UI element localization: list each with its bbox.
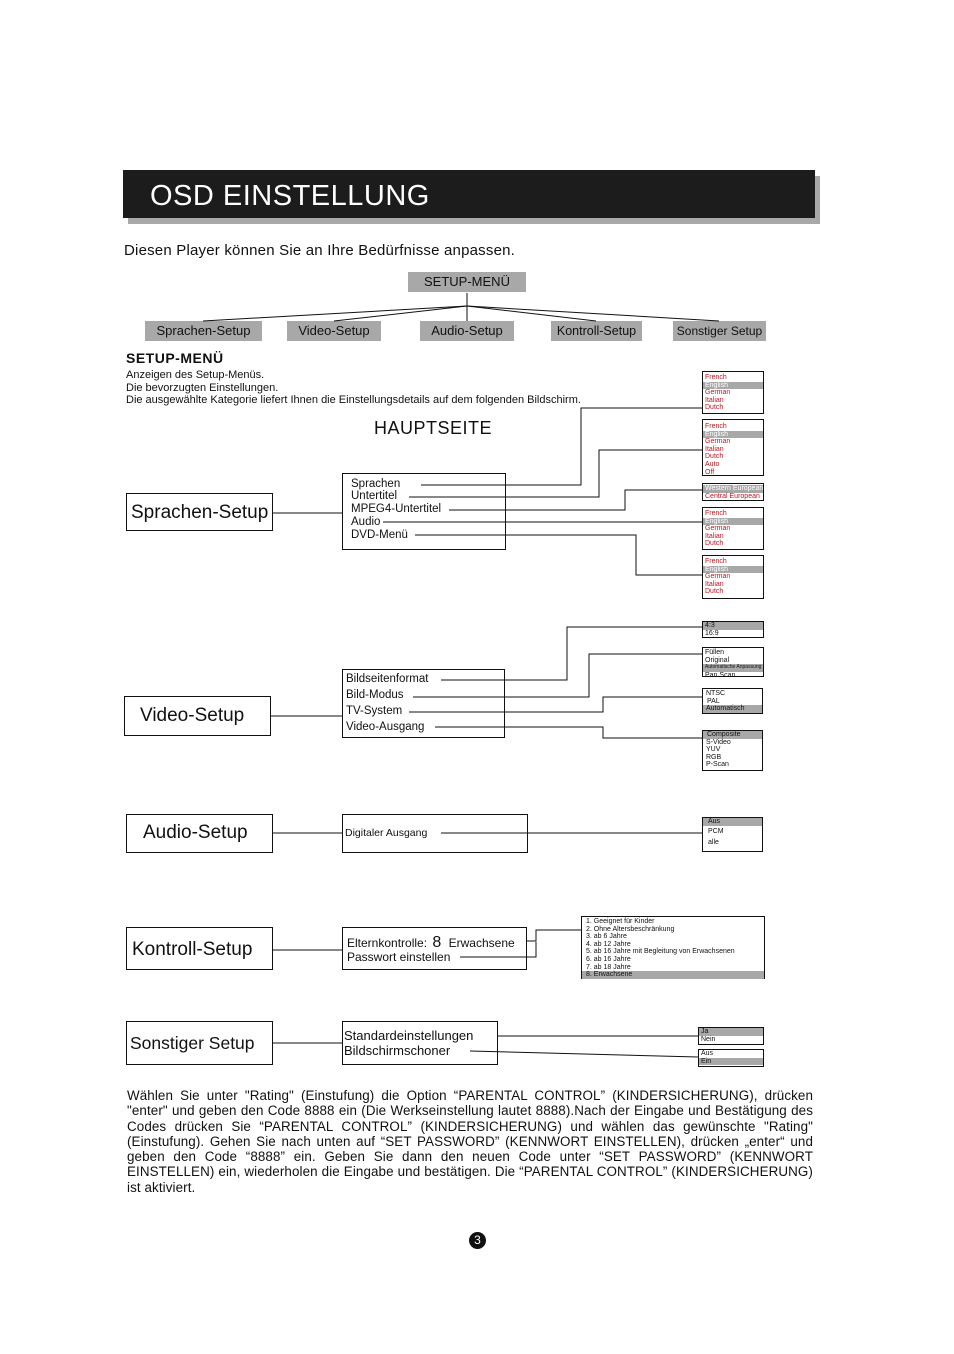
- option[interactable]: French: [705, 374, 727, 381]
- option[interactable]: German: [705, 389, 731, 397]
- option[interactable]: Auto: [705, 460, 720, 468]
- page-number: 3: [469, 1232, 486, 1249]
- sprachen-item-mpeg4[interactable]: MPEG4-Untertitel: [351, 503, 442, 515]
- option[interactable]: Aus: [701, 1050, 714, 1057]
- intro-text: Diesen Player können Sie an Ihre Bedürfnisse anpassen.: [124, 242, 516, 259]
- sonstiger-options-1: [698, 1027, 764, 1045]
- option[interactable]: French: [705, 558, 727, 565]
- kontroll-options: [581, 916, 765, 979]
- option[interactable]: Dutch: [705, 453, 724, 461]
- option[interactable]: Off: [705, 468, 715, 476]
- option-selected[interactable]: Western European: [705, 485, 764, 492]
- sprachen-options-5: [702, 555, 764, 599]
- sprachen-setup-label: Sprachen-Setup: [131, 502, 269, 523]
- option[interactable]: 6. ab 16 Jahre: [586, 955, 631, 963]
- option[interactable]: Italian: [705, 580, 724, 588]
- audio-item-digitaler-ausgang[interactable]: Digitaler Ausgang: [345, 827, 428, 839]
- sprachen-options-2: [702, 419, 764, 476]
- option[interactable]: Original: [705, 656, 730, 664]
- video-setup-box: [124, 696, 271, 736]
- tree-child-sprachen: Sprachen-Setup: [145, 321, 262, 341]
- video-options-1: [702, 621, 764, 638]
- option-selected[interactable]: Automatische Anpassung: [705, 664, 762, 671]
- sonstiger-menu: [342, 1021, 498, 1065]
- sonstiger-setup-label: Sonstiger Setup: [130, 1033, 255, 1053]
- option[interactable]: 16:9: [705, 629, 719, 637]
- sprachen-options-3: [702, 483, 764, 501]
- video-options-2: [702, 647, 764, 677]
- option-selected[interactable]: Aus: [703, 818, 762, 826]
- option[interactable]: PCM: [708, 828, 724, 835]
- tree-root: SETUP-MENÜ: [408, 272, 526, 292]
- option[interactable]: NTSC: [706, 690, 726, 697]
- sonstiger-item-standardeinstellungen[interactable]: Standardeinstellungen: [344, 1028, 474, 1043]
- video-setup-label: Video-Setup: [140, 705, 245, 726]
- option[interactable]: Italian: [705, 445, 724, 453]
- option-selected[interactable]: English: [703, 518, 763, 526]
- option-selected[interactable]: Composite: [703, 731, 762, 739]
- elternkontrolle-code: 8: [432, 934, 442, 951]
- sprachen-item-untertitel[interactable]: Untertitel: [351, 490, 398, 502]
- audio-setup-label: Audio-Setup: [143, 822, 248, 843]
- setup-line-3: Die ausgewählte Kategorie liefert Ihnen die Einstellungsdetails auf dem folgenden Bildschirm.: [126, 394, 581, 406]
- kontroll-item-passwort[interactable]: Passwort einstellen: [347, 950, 451, 964]
- video-item-video-ausgang[interactable]: Video-Ausgang: [346, 721, 425, 733]
- option-selected[interactable]: English: [703, 382, 763, 390]
- option-selected[interactable]: 4:3: [703, 622, 763, 630]
- instructions-paragraph: Wählen Sie unter "Rating" (Einstufung) die Option “PARENTAL CONTROL” (KINDERSICHERUNG), drücken "enter" und geben den Code 8888 ein (Die Werkseinstellung lautet 8888).Nach der Eingabe und Bestätigung des Codes drücken Sie “PARENTAL CONTROL” (KINDERSICHERUNG) und wählen das gewünschte "Rating" (Einstufung). Gehen Sie nach unten auf “SET PASSWORD” (KENNWORT EINSTELLEN), drücken „enter“ und geben den Code “8888” ein. Geben Sie dann den neuen Code unter “SET PASSWORD” (KENNWORT EINSTELLEN) ein, wiederholen die Eingabe und bestätigen. Die “PARENTAL CONTROL” (KINDERSICHERUNG) ist aktiviert.: [127, 1088, 813, 1195]
- tree-child-kontroll: Kontroll-Setup: [551, 321, 642, 341]
- sprachen-setup-box: [126, 493, 273, 531]
- option[interactable]: 3. ab 6 Jahre: [586, 933, 627, 941]
- tree-child-audio: Audio-Setup: [420, 321, 514, 341]
- setup-line-2: Die bevorzugten Einstellungen.: [126, 382, 279, 394]
- option[interactable]: Italian: [705, 532, 724, 540]
- sprachen-item-sprachen[interactable]: Sprachen: [351, 478, 401, 490]
- option[interactable]: 5. ab 16 Jahre mit Begleitung von Erwachsenen: [586, 948, 735, 956]
- audio-setup-box: [126, 814, 273, 853]
- elternkontrolle-value: Erwachsene: [448, 936, 515, 950]
- option[interactable]: German: [705, 525, 731, 533]
- option[interactable]: YUV: [706, 746, 721, 754]
- audio-menu: [342, 814, 528, 853]
- option[interactable]: alle: [708, 839, 719, 846]
- sprachen-item-audio[interactable]: Audio: [351, 516, 381, 528]
- sprachen-options-4: [702, 507, 764, 550]
- sonstiger-setup-box: [126, 1021, 273, 1065]
- video-options-3: [702, 688, 763, 714]
- video-item-bild-modus[interactable]: Bild-Modus: [346, 689, 404, 701]
- option[interactable]: Dutch: [705, 404, 724, 412]
- option[interactable]: French: [705, 423, 727, 430]
- video-item-bildseitenformat[interactable]: Bildseitenformat: [346, 673, 429, 685]
- option[interactable]: Dutch: [705, 540, 724, 548]
- option[interactable]: P-Scan: [706, 761, 729, 769]
- option-selected[interactable]: Ja: [699, 1028, 763, 1036]
- sonstiger-item-bildschirmschoner[interactable]: Bildschirmschoner: [344, 1043, 451, 1058]
- kontroll-setup-label: Kontroll-Setup: [132, 939, 253, 960]
- option[interactable]: RGB: [706, 753, 722, 761]
- page-title: OSD EINSTELLUNG: [123, 170, 815, 218]
- option[interactable]: Pan Scan: [705, 671, 736, 679]
- sonstiger-options-2: [698, 1049, 764, 1067]
- option-selected[interactable]: 8. Erwachsene: [582, 971, 764, 979]
- option[interactable]: 7. ab 18 Jahre: [586, 963, 631, 971]
- option[interactable]: S-Video: [706, 738, 731, 746]
- option[interactable]: French: [705, 510, 727, 517]
- option-selected[interactable]: English: [703, 431, 763, 439]
- tree-child-sonstiger: Sonstiger Setup: [673, 321, 766, 341]
- video-menu: [342, 669, 505, 738]
- option[interactable]: Italian: [705, 396, 724, 404]
- kontroll-setup-box: [126, 927, 273, 970]
- option[interactable]: 4. ab 12 Jahre: [586, 940, 631, 948]
- video-options-4: [702, 730, 763, 771]
- kontroll-menu: [342, 927, 527, 970]
- video-item-tv-system[interactable]: TV-System: [346, 705, 403, 717]
- option[interactable]: Dutch: [705, 588, 724, 596]
- option[interactable]: German: [705, 573, 731, 581]
- option[interactable]: 1. Geeignet für Kinder: [586, 918, 655, 925]
- sprachen-menu: [342, 473, 506, 550]
- option-selected[interactable]: English: [703, 566, 763, 574]
- option[interactable]: Central European: [705, 492, 760, 500]
- setup-line-1: Anzeigen des Setup-Menüs.: [126, 369, 265, 381]
- option[interactable]: Füllen: [705, 649, 725, 656]
- option[interactable]: Nein: [701, 1035, 716, 1043]
- option[interactable]: PAL: [707, 697, 720, 705]
- option-selected[interactable]: Ein: [699, 1058, 763, 1066]
- sprachen-item-dvd-menu[interactable]: DVD-Menü: [351, 529, 408, 541]
- elternkontrolle-label: Elternkontrolle:: [347, 936, 428, 950]
- setup-menu-heading: SETUP-MENÜ: [126, 350, 224, 366]
- option-selected[interactable]: Automatisch: [703, 705, 762, 713]
- hauptseite-heading: HAUPTSEITE: [374, 418, 493, 438]
- audio-options: [702, 817, 763, 852]
- option[interactable]: German: [705, 438, 731, 446]
- tree-child-video: Video-Setup: [287, 321, 381, 341]
- sprachen-options-1: [702, 371, 764, 414]
- option[interactable]: 2. Ohne Altersbeschränkung: [586, 925, 675, 933]
